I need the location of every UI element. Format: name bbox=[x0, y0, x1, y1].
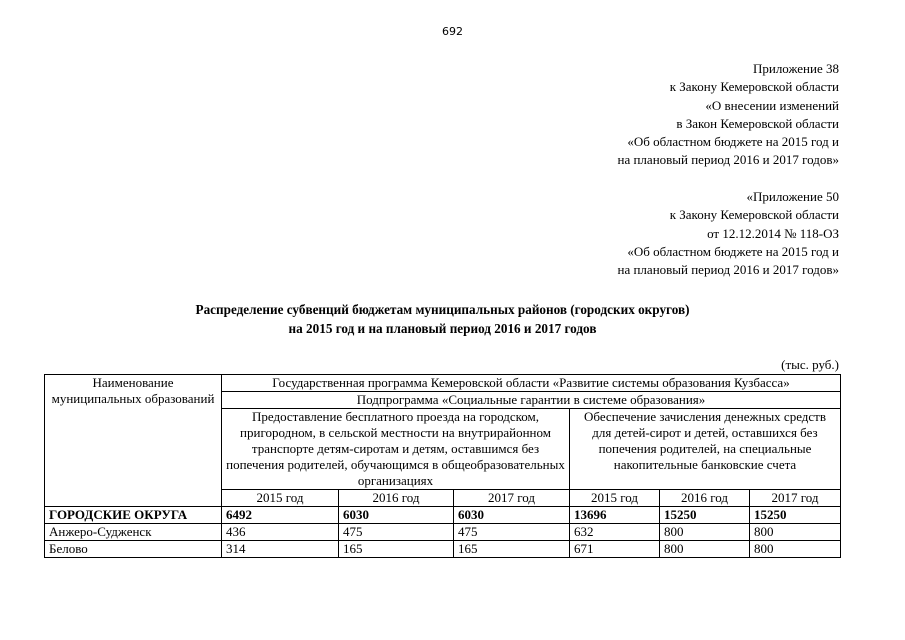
appendix-50-header bbox=[618, 188, 840, 279]
appendix-line: «Об областном бюджете на 2015 год и bbox=[627, 134, 839, 150]
cell-value: 15250 bbox=[660, 507, 750, 524]
program-header: Государственная программа Кемеровской области «Развитие системы образования Кузбасса» bbox=[222, 375, 841, 392]
appendix-line: «Приложение 50 bbox=[746, 189, 839, 204]
year-header: 2017 год bbox=[750, 490, 841, 507]
cell-value: 165 bbox=[339, 541, 454, 558]
row-name: Анжеро-Судженск bbox=[45, 524, 222, 541]
appendix-38-header bbox=[618, 60, 840, 170]
table-header-row bbox=[45, 375, 841, 392]
cell-value: 314 bbox=[222, 541, 339, 558]
year-header: 2015 год bbox=[222, 490, 339, 507]
cell-value: 671 bbox=[570, 541, 660, 558]
cell-value: 800 bbox=[660, 541, 750, 558]
appendix-line: «О внесении изменений bbox=[705, 97, 839, 113]
group2-header: Обеспечение зачисления денежных средств для детей-сирот и детей, оставшихся без попечения родителей, на специальные накопительные банковские счета bbox=[570, 409, 841, 490]
subventions-table bbox=[44, 374, 841, 558]
cell-value: 475 bbox=[339, 524, 454, 541]
cell-value: 6492 bbox=[222, 507, 339, 524]
year-header: 2015 год bbox=[570, 490, 660, 507]
appendix-line: к Закону Кемеровской области bbox=[669, 207, 839, 223]
cell-value: 165 bbox=[454, 541, 570, 558]
cell-value: 632 bbox=[570, 524, 660, 541]
row-name: Белово bbox=[45, 541, 222, 558]
cell-value: 800 bbox=[750, 541, 841, 558]
year-header: 2017 год bbox=[454, 490, 570, 507]
year-header: 2016 год bbox=[339, 490, 454, 507]
appendix-line: на плановый период 2016 и 2017 годов» bbox=[617, 262, 839, 278]
cell-value: 13696 bbox=[570, 507, 660, 524]
cell-value: 475 bbox=[454, 524, 570, 541]
units-label: (тыс. руб.) bbox=[781, 357, 839, 372]
appendix-line: «Об областном бюджете на 2015 год и bbox=[627, 243, 839, 259]
appendix-line: на плановый период 2016 и 2017 годов» bbox=[617, 152, 839, 168]
cell-value: 15250 bbox=[750, 507, 841, 524]
table-row bbox=[45, 524, 841, 541]
cell-value: 800 bbox=[660, 524, 750, 541]
year-header: 2016 год bbox=[660, 490, 750, 507]
column-header-name: Наименование муниципальных образований bbox=[45, 375, 222, 507]
appendix-line: от 12.12.2014 № 118-ОЗ bbox=[707, 225, 839, 241]
appendix-line: в Закон Кемеровской области bbox=[676, 115, 839, 131]
subprogram-header: Подпрограмма «Социальные гарантии в системе образования» bbox=[222, 392, 841, 409]
document-title bbox=[0, 300, 885, 338]
cell-value: 6030 bbox=[339, 507, 454, 524]
cell-value: 436 bbox=[222, 524, 339, 541]
appendix-line: к Закону Кемеровской области bbox=[669, 79, 839, 95]
table-row bbox=[45, 507, 841, 524]
title-line-1: Распределение субвенций бюджетам муниципальных районов (городских округов) bbox=[195, 302, 690, 317]
cell-value: 800 bbox=[750, 524, 841, 541]
group1-header: Предоставление бесплатного проезда на городском, пригородном, в сельской местности на внутрирайонном транспорте детям-сиротам и детям, оставшимся без попечения родителей, обучающимся в общеобразовательных организациях bbox=[222, 409, 570, 490]
page-number: 692 bbox=[442, 25, 463, 38]
row-name: ГОРОДСКИЕ ОКРУГА bbox=[45, 507, 222, 524]
title-line-2: на 2015 год и на плановый период 2016 и 2017 годов bbox=[288, 321, 597, 336]
cell-value: 6030 bbox=[454, 507, 570, 524]
appendix-line: Приложение 38 bbox=[752, 61, 839, 76]
table-row bbox=[45, 541, 841, 558]
